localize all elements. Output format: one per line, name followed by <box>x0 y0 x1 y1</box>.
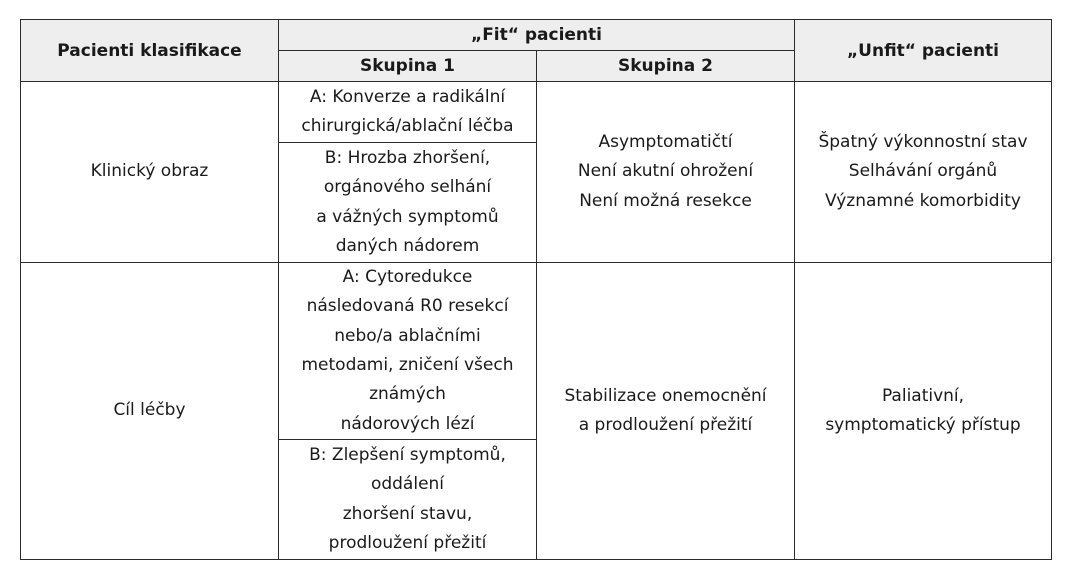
header-fit-patients: „Fit“ pacienti <box>279 20 795 51</box>
text-line: chirurgická/ablační léčba <box>301 116 514 136</box>
clinical-group1-b <box>279 143 537 263</box>
text-line: a vážných symptomů <box>316 206 499 227</box>
goal-group1-b <box>279 440 537 560</box>
text-line: B: Hrozba zhoršení, <box>324 147 491 168</box>
header-patient-classification: Pacienti klasifikace <box>21 20 279 82</box>
row-label-clinical-picture: Klinický obraz <box>21 82 279 263</box>
text-line: následovaná R0 resekcí <box>306 296 509 317</box>
clinical-unfit <box>795 82 1052 263</box>
text-line: A: Konverze a radikální <box>309 86 506 107</box>
goal-group2 <box>537 263 795 560</box>
text-line: A: Cytoredukce <box>342 267 473 288</box>
text-line: známých <box>369 384 446 405</box>
text-line: Asymptomatičtí <box>598 132 733 153</box>
text-line: nádorových lézí <box>340 413 475 434</box>
clinical-group1-a <box>279 82 537 143</box>
header-group-1: Skupina 1 <box>279 51 537 82</box>
text-line: a prodloužení přežití <box>578 415 753 435</box>
goal-group1-a <box>279 263 537 440</box>
text-line: prodloužení přežití <box>328 532 487 553</box>
text-line: orgánového selhání <box>323 177 492 198</box>
header-unfit-patients: „Unfit“ pacienti <box>795 20 1052 82</box>
text-line: B: Zlepšení symptomů, <box>309 444 506 465</box>
text-line: Selhávání orgánů <box>848 161 998 182</box>
text-line: symptomatický přístup <box>825 415 1021 435</box>
row-label-treatment-goal: Cíl léčby <box>21 263 279 560</box>
text-line: Paliativní, <box>881 385 965 406</box>
text-line: Stabilizace onemocnění <box>564 385 767 406</box>
text-line: Špatný výkonnostní stav <box>818 132 1028 153</box>
text-line: Není možná resekce <box>579 190 752 211</box>
text-line: oddálení <box>370 474 445 495</box>
goal-unfit <box>795 263 1052 560</box>
text-line: daných nádorem <box>335 235 480 256</box>
text-line: zhoršení stavu, <box>342 503 473 524</box>
header-group-2: Skupina 2 <box>537 51 795 82</box>
text-line: metodami, zničení všech <box>301 355 514 375</box>
clinical-group2 <box>537 82 795 263</box>
text-line: Významné komorbidity <box>825 190 1021 211</box>
classification-table <box>20 19 1052 560</box>
text-line: nebo/a ablačními <box>334 325 481 346</box>
text-line: Není akutní ohrožení <box>577 161 754 182</box>
